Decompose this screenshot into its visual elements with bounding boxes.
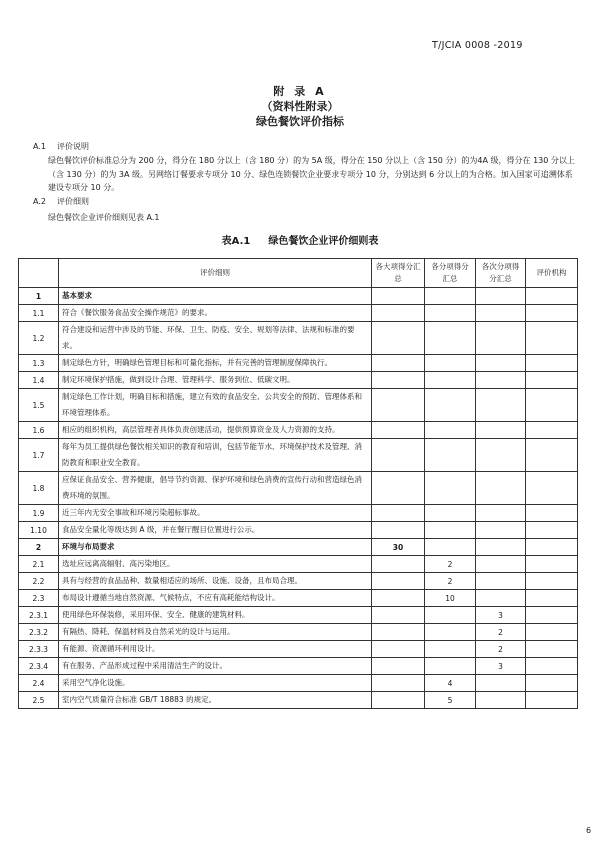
row-major-score [372,322,425,355]
row-org [526,641,578,658]
row-org [526,624,578,641]
row-number: 1.3 [19,355,59,372]
row-minor-score [476,472,526,505]
row-minor-score [476,675,526,692]
row-number: 2.4 [19,675,59,692]
section-a1-number: A.1 [33,142,46,151]
row-detail: 室内空气质量符合标准 GB/T 18883 的规定。 [59,692,372,709]
row-sub-score [425,305,476,322]
header-minor-score: 各次分项得分汇总 [476,259,526,288]
table-row [19,322,578,355]
table-row [19,505,578,522]
row-sub-score: 10 [425,590,476,607]
row-major-score [372,692,425,709]
row-detail: 食品安全量化等级达到 A 级，并在餐厅醒目位置进行公示。 [59,522,372,539]
section-a2-heading [33,196,89,207]
table-row [19,539,578,556]
row-org [526,590,578,607]
row-org [526,573,578,590]
row-org [526,322,578,355]
header-major-score: 各大项得分汇总 [372,259,425,288]
appendix-name: 绿色餐饮评价指标 [256,115,344,128]
row-sub-score [425,322,476,355]
row-org [526,675,578,692]
row-major-score: 30 [372,539,425,556]
row-minor-score [476,422,526,439]
table-row [19,422,578,439]
row-org [526,607,578,624]
row-major-score [372,472,425,505]
row-detail: 选址应远离高辐射、高污染地区。 [59,556,372,573]
table-row [19,522,578,539]
header-sub-score: 各分项得分汇总 [425,259,476,288]
row-detail: 制定环境保护措施，做到设计合理、管理科学、服务到位、低碳文明。 [59,372,372,389]
row-sub-score [425,505,476,522]
row-org [526,522,578,539]
row-minor-score [476,389,526,422]
row-major-score [372,641,425,658]
row-number: 2.5 [19,692,59,709]
row-major-score [372,305,425,322]
table-row [19,372,578,389]
row-major-score [372,355,425,372]
row-major-score [372,607,425,624]
row-sub-score [425,624,476,641]
header-org: 评价机构 [526,259,578,288]
row-number: 2 [19,539,59,556]
document-id: T/JCIA 0008 -2019 [432,40,523,51]
table-row [19,472,578,505]
row-minor-score [476,305,526,322]
row-detail: 有在服务、产品形成过程中采用清洁生产的设计。 [59,658,372,675]
row-detail: 环境与布局要求 [59,539,372,556]
row-number: 2.3.1 [19,607,59,624]
appendix-title [0,84,600,129]
row-major-score [372,372,425,389]
row-sub-score [425,607,476,624]
row-minor-score: 2 [476,641,526,658]
table-caption [0,232,600,247]
row-number: 2.3 [19,590,59,607]
row-major-score [372,573,425,590]
header-detail: 评价细则 [59,259,372,288]
row-major-score [372,624,425,641]
table-row [19,607,578,624]
row-sub-score [425,641,476,658]
row-sub-score [425,422,476,439]
row-sub-score [425,539,476,556]
appendix-type: （资料性附录） [261,100,339,113]
row-sub-score [425,288,476,305]
row-org [526,556,578,573]
row-sub-score: 2 [425,556,476,573]
row-sub-score [425,472,476,505]
row-major-score [372,675,425,692]
row-sub-score [425,658,476,675]
row-org [526,692,578,709]
row-minor-score [476,288,526,305]
row-number: 1.7 [19,439,59,472]
evaluation-table [18,258,578,709]
row-number: 1.6 [19,422,59,439]
row-minor-score: 3 [476,607,526,624]
table-row [19,573,578,590]
row-number: 1 [19,288,59,305]
row-minor-score [476,692,526,709]
row-detail: 每年为员工提供绿色餐饮相关知识的教育和培训，包括节能节水、环境保护技术及管理、消防教育和职业安全教育。 [59,439,372,472]
row-major-score [372,439,425,472]
page-number: 6 [586,826,592,835]
row-detail: 制定绿色方针，明确绿色管理目标和可量化指标，并有完善的管理制度保障执行。 [59,355,372,372]
row-minor-score [476,505,526,522]
section-a2-text: 绿色餐饮企业评价细则见表 A.1 [48,213,160,222]
row-org [526,389,578,422]
row-number: 2.3.4 [19,658,59,675]
row-detail: 有能源、资源循环利用设计。 [59,641,372,658]
row-detail: 符合建设和运营中涉及的节能、环保、卫生、防疫、安全、规划等法律、法规和标准的要求。 [59,322,372,355]
row-org [526,355,578,372]
header-number [19,259,59,288]
table-header-row [19,259,578,288]
row-detail: 相应的组织机构，高层管理者具体负责创建活动，提供预算资金及人力资源的支持。 [59,422,372,439]
table-body [19,288,578,709]
row-minor-score: 3 [476,658,526,675]
table-row [19,692,578,709]
row-number: 2.3.3 [19,641,59,658]
row-org [526,505,578,522]
row-org [526,439,578,472]
row-detail: 制定绿色工作计划，明确目标和措施，建立有效的食品安全、公共安全的预防、管理体系和环境管理体系。 [59,389,372,422]
row-org [526,422,578,439]
row-detail: 基本要求 [59,288,372,305]
row-number: 1.4 [19,372,59,389]
row-major-score [372,505,425,522]
table-row [19,556,578,573]
row-major-score [372,389,425,422]
table-row [19,590,578,607]
section-a2-title: 评价细则 [57,197,89,206]
table-row [19,439,578,472]
row-major-score [372,422,425,439]
table-row [19,624,578,641]
table-row [19,288,578,305]
row-minor-score [476,539,526,556]
row-detail: 采用空气净化设施。 [59,675,372,692]
row-number: 2.2 [19,573,59,590]
row-minor-score [476,322,526,355]
row-minor-score [476,590,526,607]
row-sub-score [425,522,476,539]
row-sub-score: 2 [425,573,476,590]
row-sub-score: 5 [425,692,476,709]
row-major-score [372,522,425,539]
row-major-score [372,590,425,607]
row-number: 1.5 [19,389,59,422]
row-minor-score [476,439,526,472]
row-org [526,305,578,322]
row-minor-score [476,372,526,389]
row-detail: 符合《餐饮服务食品安全操作规范》的要求。 [59,305,372,322]
table-row [19,675,578,692]
row-detail: 近三年内无安全事故和环境污染超标事故。 [59,505,372,522]
row-detail: 使用绿色环保装修，采用环保、安全、健康的建筑材料。 [59,607,372,624]
table-row [19,389,578,422]
row-sub-score [425,389,476,422]
row-number: 1.8 [19,472,59,505]
row-sub-score [425,439,476,472]
row-org [526,539,578,556]
row-detail: 布局设计遵循当地自然资源、气候特点，不应有高耗能结构设计。 [59,590,372,607]
row-detail: 具有与经营的食品品种、数量相适应的场所、设施、设备，且布局合理。 [59,573,372,590]
section-a1-title: 评价说明 [57,142,89,151]
appendix-label: 附 录 A [273,85,327,98]
row-detail: 应保证食品安全、营养健康，倡导节约资源、保护环境和绿色消费的宣传行动和营造绿色消费环境的氛围。 [59,472,372,505]
row-number: 1.10 [19,522,59,539]
row-number: 1.2 [19,322,59,355]
row-org [526,472,578,505]
row-number: 2.3.2 [19,624,59,641]
row-org [526,288,578,305]
table-row [19,305,578,322]
row-sub-score: 4 [425,675,476,692]
row-org [526,658,578,675]
row-minor-score [476,355,526,372]
row-minor-score: 2 [476,624,526,641]
row-minor-score [476,573,526,590]
row-number: 1.9 [19,505,59,522]
row-org [526,372,578,389]
section-a2-number: A.2 [33,197,46,206]
row-major-score [372,658,425,675]
row-detail: 有隔热、降耗、保温材料及自然采光的设计与运用。 [59,624,372,641]
section-a1-text: 绿色餐饮评价标准总分为 200 分，得分在 180 分以上（含 180 分）的为 5A 级，得分在 150 分以上（含 150 分）的为4A 级，得分在 130 分以上（含 130 分）的为 3A 级。另网络订餐要求专项分 10 分、绿色连锁餐饮企业要求专项分 10 分，分别达到 6 分以上的为合格。加入国家可追溯体系建设专项分 10 分。 [48,156,575,192]
table-caption-text: 绿色餐饮企业评价细则表 [268,236,379,247]
row-number: 2.1 [19,556,59,573]
row-sub-score [425,372,476,389]
row-minor-score [476,522,526,539]
table-row [19,641,578,658]
section-a1-heading [33,141,89,152]
table-row [19,355,578,372]
row-sub-score [425,355,476,372]
row-number: 1.1 [19,305,59,322]
table-row [19,658,578,675]
row-major-score [372,556,425,573]
row-major-score [372,288,425,305]
table-caption-number: 表A.1 [221,236,251,247]
row-minor-score [476,556,526,573]
